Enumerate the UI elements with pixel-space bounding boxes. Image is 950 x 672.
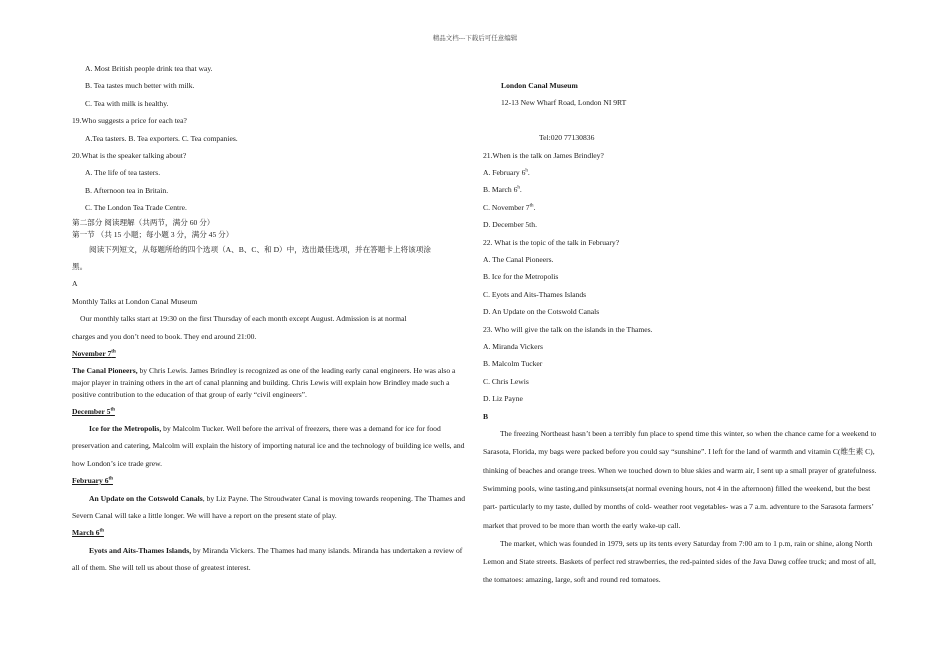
left-column xyxy=(72,60,467,577)
talk-month-december: December 5th xyxy=(72,406,115,416)
museum-tel: Tel:020 77130836 xyxy=(539,133,595,143)
part-two-heading: 第二部分 阅读理解（共两节，满分 60 分） xyxy=(72,217,215,227)
talk-month-march: March 6th xyxy=(72,528,104,538)
q22-option-a: A. The Canal Pioneers. xyxy=(483,255,554,265)
q23-question: 23. Who will give the talk on the islands in the Thames. xyxy=(483,324,653,334)
q19-question: 19.Who suggests a price for each tea? xyxy=(72,116,187,126)
museum-name: London Canal Museum xyxy=(501,81,578,90)
q18-option-a: A. Most British people drink tea that way. xyxy=(85,64,213,73)
q20-option-a: A. The life of tea tasters. xyxy=(85,168,161,178)
q20-option-b: B. Afternoon tea in Britain. xyxy=(85,185,169,195)
passage-b-label: B xyxy=(483,411,489,421)
talk-february-text: An Update on the Cotswold Canals, by Liz Payne. The Stroudwater Canal is moving towards reopening. The Thames and Severn Canal will take a little longer. We will have a report on the present state of play. xyxy=(72,493,466,520)
q21-option-a: A. February 6$^h$. xyxy=(483,168,530,178)
q20-option-c: C. The London Tea Trade Centre. xyxy=(85,203,187,213)
q19-options: A.Tea tasters. B. Tea exporters. C. Tea companies. xyxy=(85,133,238,143)
q18-option-c: C. Tea with milk is healthy. xyxy=(85,98,169,108)
q23-option-b: B. Malcolm Tucker xyxy=(483,359,543,369)
passage-b-paragraph-1: The freezing Northeast hasn’t been a terribly fun place to spend time this winter, so when the chance came for a weekend to Sarasota, Florida, my bags were packed before you could say “sunshine”. I left for the land of warmth and vitamin C(维生素 C), thinking of beaches and orange trees. When we touched down to blue skies and warm air, I sent up a small prayer of gratefulness. Swimming pools, wine tasting,and pinksunsets(at normal evening hours, not 4 in the afternoon) filled the weekend, but the best part- particularly to my taste, dulled by months of cold- weather root vegetables- was a 7 a.m. adventure to the Sarasota farmers’ market that proved to be more than worth the early wake-up call. xyxy=(483,429,877,530)
talk-december-text: Ice for the Metropolis, by Malcolm Tucker. Well before the arrival of freezers, there was a demand for ice for food preservation and catering, Malcolm will explain the history of importing natural ice and the technology of building ice wells, and how London’s ice trade grew. xyxy=(72,423,465,468)
q23-option-d: D. Liz Payne xyxy=(483,394,523,404)
intro-line-1: Our monthly talks start at 19:30 on the first Thursday of each month except August. Admission is at normal xyxy=(80,314,407,324)
museum-address: 12-13 New Wharf Road, London NI 9RT xyxy=(501,98,627,108)
blank-line xyxy=(483,112,883,129)
q21-option-c: C. November 7th. xyxy=(483,202,536,212)
section-one-heading: 第一节 （共 15 小题；每小题 3 分，满分 45 分） xyxy=(72,229,234,239)
q18-option-b: B. Tea tastes much better with milk. xyxy=(85,81,195,91)
talk-march-text: Eyots and Aits-Thames Islands, by Miranda Vickers. The Thames had many islands. Miranda has undertaken a review of all of them. She will tell us about those of greatest interest. xyxy=(72,545,463,573)
q22-option-b: B. Ice for the Metropolis xyxy=(483,272,559,282)
q23-option-c: C. Chris Lewis xyxy=(483,376,529,386)
passage-b-paragraph-2: The market, which was founded in 1979, sets up its tents every Saturday from 7:00 am to 1 p.m, rain or shine, along North Lemon and State streets. Baskets of perfect red strawberries, the red-painted sides of the Java Dawg coffee truck; and most of all, the tomatoes: amazing, large, soft and round red tomatoes. xyxy=(483,538,876,585)
talk-month-november: November 7th xyxy=(72,349,116,359)
passage-title: Monthly Talks at London Canal Museum xyxy=(72,296,198,306)
passage-a-label: A xyxy=(72,279,78,289)
q21-option-b: B. March 6$^h$. xyxy=(483,185,522,195)
instruction-line-1: 阅读下列短文，从每题所给的四个选项（A、B、C、和 D）中，选出最佳选项，并在答题卡上将该项涂 xyxy=(89,244,431,254)
instruction-line-2: 黑。 xyxy=(72,262,88,272)
q22-option-c: C. Eyots and Aits-Thames Islands xyxy=(483,289,587,299)
q22-option-d: D. An Update on the Cotswold Canals xyxy=(483,307,600,317)
talk-month-february: February 6th xyxy=(72,476,113,486)
page-header: 精品文档---下载后可任意编辑 xyxy=(432,35,518,42)
intro-line-2: charges and you don’t need to book. They end around 21:00. xyxy=(72,331,257,341)
q20-question: 20.What is the speaker talking about? xyxy=(72,151,187,161)
q22-question: 22. What is the topic of the talk in February? xyxy=(483,237,620,247)
right-column xyxy=(483,77,883,590)
q21-option-d: D. December 5th. xyxy=(483,220,537,230)
talk-november-text: The Canal Pioneers, by Chris Lewis. James Brindley is recognized as one of the leading early canal engineers. He was also a major player in training others in the art of canal planning and building. Chris Lewis will explain how Brindley made such a positive contribution to the education of that group of early “civil engineers”. xyxy=(72,365,456,399)
q21-question: 21.When is the talk on James Brindley? xyxy=(483,150,604,160)
q23-option-a: A. Miranda Vickers xyxy=(483,342,543,352)
